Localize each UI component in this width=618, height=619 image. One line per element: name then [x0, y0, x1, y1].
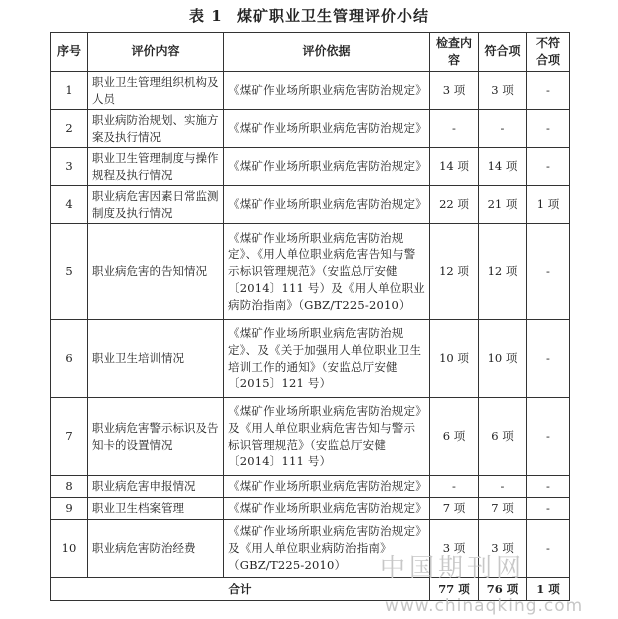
cell-nonconform: -	[527, 320, 570, 398]
total-conform: 76 项	[479, 578, 527, 601]
cell-content: 职业病危害警示标识及告知卡的设置情况	[88, 398, 224, 476]
cell-checked: -	[430, 110, 479, 148]
cell-checked: 12 项	[430, 224, 479, 320]
table-title: 煤矿职业卫生管理评价小结	[236, 7, 429, 25]
cell-basis: 《煤矿作业场所职业病危害防治规定》	[224, 186, 430, 224]
cell-checked: 10 项	[430, 320, 479, 398]
table-row	[51, 110, 570, 148]
table-row	[51, 498, 570, 520]
header-conform: 符合项	[479, 33, 527, 72]
cell-nonconform: -	[527, 72, 570, 110]
cell-seq: 9	[51, 498, 88, 520]
cell-seq: 8	[51, 476, 88, 498]
cell-checked: 6 项	[430, 398, 479, 476]
cell-checked: 22 项	[430, 186, 479, 224]
cell-seq: 6	[51, 320, 88, 398]
table-row	[51, 476, 570, 498]
cell-conform: 10 项	[479, 320, 527, 398]
table-row	[51, 186, 570, 224]
header-basis: 评价依据	[224, 33, 430, 72]
total-checked: 77 项	[430, 578, 479, 601]
table-row	[51, 224, 570, 320]
evaluation-summary-table	[50, 32, 570, 601]
cell-nonconform: -	[527, 148, 570, 186]
cell-nonconform: 1 项	[527, 186, 570, 224]
header-row	[51, 33, 570, 72]
cell-basis: 《煤矿作业场所职业病危害防治规定》、《用人单位职业病危害告知与警示标识管理规范》（安监总厅安健〔2014〕111 号）及《用人单位职业病防治指南》（GBZ/T225-2010）	[224, 224, 430, 320]
cell-checked: 3 项	[430, 72, 479, 110]
cell-conform: 21 项	[479, 186, 527, 224]
cell-basis: 《煤矿作业场所职业病危害防治规定》	[224, 72, 430, 110]
cell-seq: 1	[51, 72, 88, 110]
cell-basis: 《煤矿作业场所职业病危害防治规定》	[224, 498, 430, 520]
header-content: 评价内容	[88, 33, 224, 72]
cell-nonconform: -	[527, 498, 570, 520]
cell-basis: 《煤矿作业场所职业病危害防治规定》	[224, 476, 430, 498]
cell-content: 职业病危害申报情况	[88, 476, 224, 498]
cell-conform: 6 项	[479, 398, 527, 476]
cell-content: 职业卫生培训情况	[88, 320, 224, 398]
table-number: 表 1	[189, 7, 223, 25]
cell-seq: 10	[51, 520, 88, 578]
cell-basis: 《煤矿作业场所职业病危害防治规定》、及《关于加强用人单位职业卫生培训工作的通知》（安监总厅安健〔2015〕121 号）	[224, 320, 430, 398]
cell-content: 职业病防治规划、实施方案及执行情况	[88, 110, 224, 148]
cell-conform: 3 项	[479, 520, 527, 578]
table-caption	[0, 5, 618, 26]
cell-conform: 3 项	[479, 72, 527, 110]
cell-conform: -	[479, 476, 527, 498]
cell-basis: 《煤矿作业场所职业病危害防治规定》及《用人单位职业病防治指南》（GBZ/T225-2010）	[224, 520, 430, 578]
watermark-text: 中国期刊网	[380, 553, 526, 582]
cell-checked: 3 项	[430, 520, 479, 578]
cell-nonconform: -	[527, 224, 570, 320]
cell-nonconform: -	[527, 476, 570, 498]
cell-conform: -	[479, 110, 527, 148]
cell-conform: 12 项	[479, 224, 527, 320]
cell-content: 职业病危害因素日常监测制度及执行情况	[88, 186, 224, 224]
cell-nonconform: -	[527, 520, 570, 578]
cell-checked: -	[430, 476, 479, 498]
table-row	[51, 320, 570, 398]
cell-conform: 14 项	[479, 148, 527, 186]
total-nonconform: 1 项	[527, 578, 570, 601]
cell-checked: 7 项	[430, 498, 479, 520]
cell-seq: 4	[51, 186, 88, 224]
cell-content: 职业病危害防治经费	[88, 520, 224, 578]
table-row	[51, 72, 570, 110]
cell-seq: 7	[51, 398, 88, 476]
header-checked: 检查内容	[430, 33, 479, 72]
cell-basis: 《煤矿作业场所职业病危害防治规定》	[224, 148, 430, 186]
cell-seq: 3	[51, 148, 88, 186]
cell-basis: 《煤矿作业场所职业病危害防治规定》及《用人单位职业病危害告知与警示标识管理规范》（安监总厅安健〔2014〕111 号）	[224, 398, 430, 476]
cell-nonconform: -	[527, 398, 570, 476]
header-seq: 序号	[51, 33, 88, 72]
cell-seq: 2	[51, 110, 88, 148]
cell-content: 职业病危害的告知情况	[88, 224, 224, 320]
table-row	[51, 148, 570, 186]
header-nonconform: 不符合项	[527, 33, 570, 72]
cell-content: 职业卫生管理制度与操作规程及执行情况	[88, 148, 224, 186]
total-label: 合计	[51, 578, 430, 601]
cell-content: 职业卫生档案管理	[88, 498, 224, 520]
cell-content: 职业卫生管理组织机构及人员	[88, 72, 224, 110]
cell-checked: 14 项	[430, 148, 479, 186]
cell-basis: 《煤矿作业场所职业病危害防治规定》	[224, 110, 430, 148]
watermark-url: www.chinaqking.com	[385, 596, 584, 616]
table-row	[51, 398, 570, 476]
cell-conform: 7 项	[479, 498, 527, 520]
cell-seq: 5	[51, 224, 88, 320]
cell-nonconform: -	[527, 110, 570, 148]
